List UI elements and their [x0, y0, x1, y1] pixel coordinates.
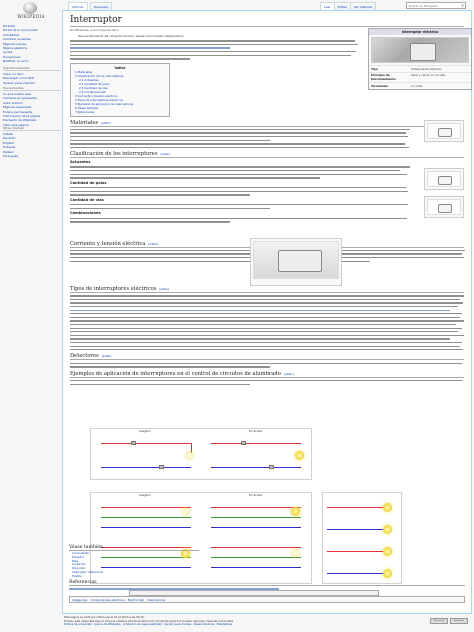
tab-article[interactable]: Artículo	[68, 2, 88, 10]
sidebar-lang-header: Otros idiomas	[3, 126, 61, 131]
paragraph	[70, 363, 466, 368]
thumbnail[interactable]	[424, 120, 464, 142]
tab-edit[interactable]: Editar	[334, 2, 351, 10]
mediawiki-badge[interactable]: MediaWiki	[450, 618, 468, 624]
section-heading	[70, 353, 464, 360]
toc-item[interactable]: 2.2 Cantidad de polos	[79, 81, 110, 86]
sidebar-link[interactable]: Crear un libro	[3, 72, 24, 76]
infobox-value: Componente eléctrico	[411, 66, 442, 71]
tab-history[interactable]: Ver historial	[350, 2, 376, 10]
subsection-title: Combinaciones	[70, 211, 101, 216]
sidebar-link[interactable]: Páginas nuevas	[3, 41, 27, 46]
sidebar	[0, 0, 62, 632]
toc-item[interactable]: 4 Tipos de interruptores eléctricos	[75, 97, 123, 102]
bulb-icon	[185, 451, 194, 460]
infobox-row	[369, 82, 471, 89]
infobox-key: Tipo	[371, 66, 378, 71]
see-also-link[interactable]: Relé	[72, 558, 79, 563]
switch-image	[427, 123, 461, 139]
bulb-icon	[181, 507, 190, 516]
sidebar-link[interactable]: Portal de la comunidad	[3, 28, 38, 33]
paragraph	[70, 204, 410, 209]
sidebar-link[interactable]: Cambios en enlazadas	[3, 96, 37, 101]
toc-item[interactable]: 2 Clasificación de los interruptores	[75, 73, 124, 78]
toc-item[interactable]: 1 Materiales	[75, 69, 93, 74]
switch-image	[427, 171, 461, 187]
see-also-link[interactable]: Pulsador	[72, 554, 84, 559]
section-title: Tipos de interruptores eléctricos	[70, 285, 157, 292]
globe-icon	[23, 2, 37, 14]
thumbnail[interactable]	[424, 196, 464, 218]
section-title: Referencias	[69, 580, 465, 586]
infobox-value: Abrir y cerrar un circuito	[411, 73, 446, 78]
switch-symbol	[159, 465, 164, 469]
footer	[62, 616, 472, 627]
category-link[interactable]: Componentes eléctricos	[90, 598, 125, 602]
diagram-label: Apagado	[139, 494, 151, 497]
section-heading	[70, 120, 464, 127]
footer-links[interactable]: Política de privacidad · Acerca de Wikipedia · Limitación de responsabilidad · Versión para móviles · Desarrolladores · Estadísticas	[64, 623, 233, 627]
bulb-icon	[383, 503, 392, 512]
switch-symbol	[241, 441, 246, 445]
wikimedia-badge[interactable]: Wikimedia	[430, 618, 448, 624]
sidebar-link[interactable]: Actualidad	[3, 32, 19, 37]
diagram-label: Apagado	[139, 430, 151, 433]
see-also-link[interactable]: Conmutador	[72, 551, 90, 555]
search-icon[interactable]: ⚲	[461, 3, 464, 8]
sidebar-languages	[3, 126, 61, 158]
tab-read[interactable]: Leer	[320, 2, 335, 10]
infobox-value: 2 o más	[411, 83, 423, 88]
page-title: Interruptor	[70, 15, 464, 27]
circuit-diagram[interactable]	[90, 428, 312, 480]
toc-item[interactable]: 2.3 Cantidad de vías	[79, 85, 108, 90]
infobox-row	[369, 65, 471, 72]
sidebar-link[interactable]: Página aleatoria	[3, 46, 28, 51]
sidebar-link[interactable]: Subir archivo	[3, 100, 23, 105]
sidebar-lang-link[interactable]: Português	[3, 154, 19, 159]
toc-item[interactable]: 2.1 Actuantes	[79, 77, 99, 82]
section-title: Detectores	[70, 353, 99, 360]
diagram-label: Encendido	[249, 430, 263, 433]
switch-symbol	[131, 441, 136, 445]
sidebar-link[interactable]: Lo que enlaza aquí	[3, 92, 32, 96]
sidebar-link[interactable]: Versión para imprimir	[3, 80, 36, 85]
section-title: Clasificación de los interruptores	[70, 151, 158, 158]
sidebar-lang-link[interactable]: Français	[3, 145, 16, 150]
top-tabs	[62, 0, 474, 10]
edit-link[interactable]: [editar]	[101, 121, 111, 125]
see-also-list	[72, 552, 192, 579]
footer-license: El texto está disponible bajo la Licencia Creative Commons Atribución Compartir Igual 4.0; pueden aplicarse cláusulas adicionales.	[64, 619, 234, 623]
footer-last-edit: Esta página se editó por última vez el 10 jul 2023 a las 05:16.	[64, 616, 145, 619]
sidebar-link[interactable]: Información de la página	[3, 114, 41, 119]
section-heading	[70, 371, 464, 378]
paragraph	[70, 380, 466, 385]
tab-talk[interactable]: Discusión	[90, 2, 112, 10]
sidebar-link[interactable]: Páginas especiales	[3, 105, 32, 110]
sidebar-link[interactable]: Notificar un error	[3, 59, 29, 64]
toc-item[interactable]: 2.4 Combinaciones	[79, 89, 106, 94]
sidebar-link[interactable]: Citar esta página	[3, 122, 29, 127]
bullet-list	[70, 295, 466, 350]
search-input[interactable]	[407, 3, 459, 8]
category-link[interactable]: Interruptores	[146, 598, 166, 602]
toc-item[interactable]: 7 Referencias	[75, 109, 94, 114]
bulb-icon	[383, 569, 392, 578]
thumbnail[interactable]	[250, 238, 342, 286]
section-title: Ejemplos de aplicación de interruptores en el control de circuitos de alumbrado	[70, 370, 281, 377]
sidebar-link[interactable]: Donaciones	[3, 54, 21, 59]
page-subtitle: De Wikipedia, la enciclopedia libre	[70, 28, 119, 32]
diagram-label: Encendido	[249, 494, 263, 497]
sidebar-print-header: Imprimir/exportar	[3, 66, 61, 71]
infobox-header: Interruptor eléctrico	[369, 29, 471, 35]
paragraph	[70, 218, 410, 223]
sidebar-link[interactable]: Ayuda	[3, 50, 13, 55]
figure-image	[253, 241, 339, 279]
see-also-link[interactable]: Contactor	[72, 562, 86, 567]
sidebar-lang-link[interactable]: Català	[3, 132, 13, 136]
paragraph	[70, 166, 410, 178]
section-title: Materiales	[70, 119, 99, 126]
infobox-image[interactable]	[371, 37, 469, 63]
table-of-contents	[70, 63, 170, 117]
subsection-title: Cantidad de vías	[70, 197, 104, 202]
sidebar-print	[3, 66, 61, 85]
sidebar-lang-link[interactable]: English	[3, 140, 14, 145]
see-also-link[interactable]: Disyuntor	[72, 566, 86, 571]
infobox-key: Terminales	[371, 83, 389, 88]
see-also-link[interactable]: Fusible	[72, 573, 82, 578]
see-also-link[interactable]: Interruptor diferencial	[72, 569, 103, 574]
sidebar-link[interactable]: Enlace permanente	[3, 109, 33, 114]
infobox-key: Principio de funcionamiento	[371, 73, 396, 82]
section-heading	[70, 151, 464, 158]
toc-item[interactable]: 3 Corriente y tensión eléctrica	[75, 93, 118, 98]
infobox-row	[369, 72, 471, 83]
switch-symbol	[269, 465, 274, 469]
intro-paragraph	[70, 40, 360, 59]
sidebar-lang-link[interactable]: Deutsch	[3, 136, 16, 141]
bulb-icon	[383, 547, 392, 556]
paragraph	[70, 187, 410, 195]
sidebar-lang-link[interactable]: Italiano	[3, 149, 15, 154]
sidebar-link[interactable]: Descargar como PDF	[3, 76, 35, 81]
switch-image	[427, 199, 461, 215]
edit-link[interactable]: [editar]	[148, 242, 159, 246]
hatnote: Para el elemento de cómputo binario, véase Conmutador (dispositivo).	[78, 34, 185, 38]
edit-link[interactable]: [editar]	[101, 355, 112, 359]
bulb-icon	[383, 525, 392, 534]
circuit-diagram[interactable]	[322, 492, 402, 584]
search-box[interactable]	[406, 2, 466, 9]
sidebar-tools	[3, 86, 61, 127]
sidebar-link[interactable]: Cambios recientes	[3, 37, 31, 42]
toc-item[interactable]: 6 Véase también	[75, 105, 99, 110]
edit-link[interactable]: [editar]	[159, 287, 170, 291]
section-title: Corriente y tensión eléctrica	[70, 240, 146, 247]
infobox	[368, 28, 472, 90]
wikipedia-logo[interactable]	[6, 2, 56, 22]
sidebar-link[interactable]: Elemento de Wikidata	[3, 118, 36, 123]
category-box	[69, 596, 465, 603]
category-link[interactable]: Electricidad	[127, 598, 144, 602]
categories-label[interactable]: Categorías:	[72, 598, 89, 602]
sidebar-tools-header: Herramientas	[3, 86, 61, 91]
bulb-icon	[295, 451, 304, 460]
edit-link[interactable]: [editar]	[283, 372, 294, 376]
sidebar-link[interactable]: Portada	[3, 24, 15, 28]
logo-wordmark: WIKIPEDIA	[17, 14, 45, 19]
section-title: Véase también	[69, 545, 199, 551]
thumbnail[interactable]	[424, 168, 464, 190]
sidebar-nav	[3, 24, 61, 64]
toc-title: Índice	[114, 65, 126, 70]
toc-item[interactable]: 5 Ejemplos de aplicación de interruptores	[75, 101, 134, 106]
subsection-title: Cantidad de polos	[70, 180, 107, 185]
bulb-icon	[291, 507, 300, 516]
bulb-icon	[291, 549, 300, 558]
edit-link[interactable]: [editar]	[160, 153, 171, 157]
section-heading	[70, 286, 464, 293]
subsection-title: Actuantes	[70, 160, 91, 165]
paragraph	[70, 129, 410, 148]
references-section	[69, 580, 465, 592]
